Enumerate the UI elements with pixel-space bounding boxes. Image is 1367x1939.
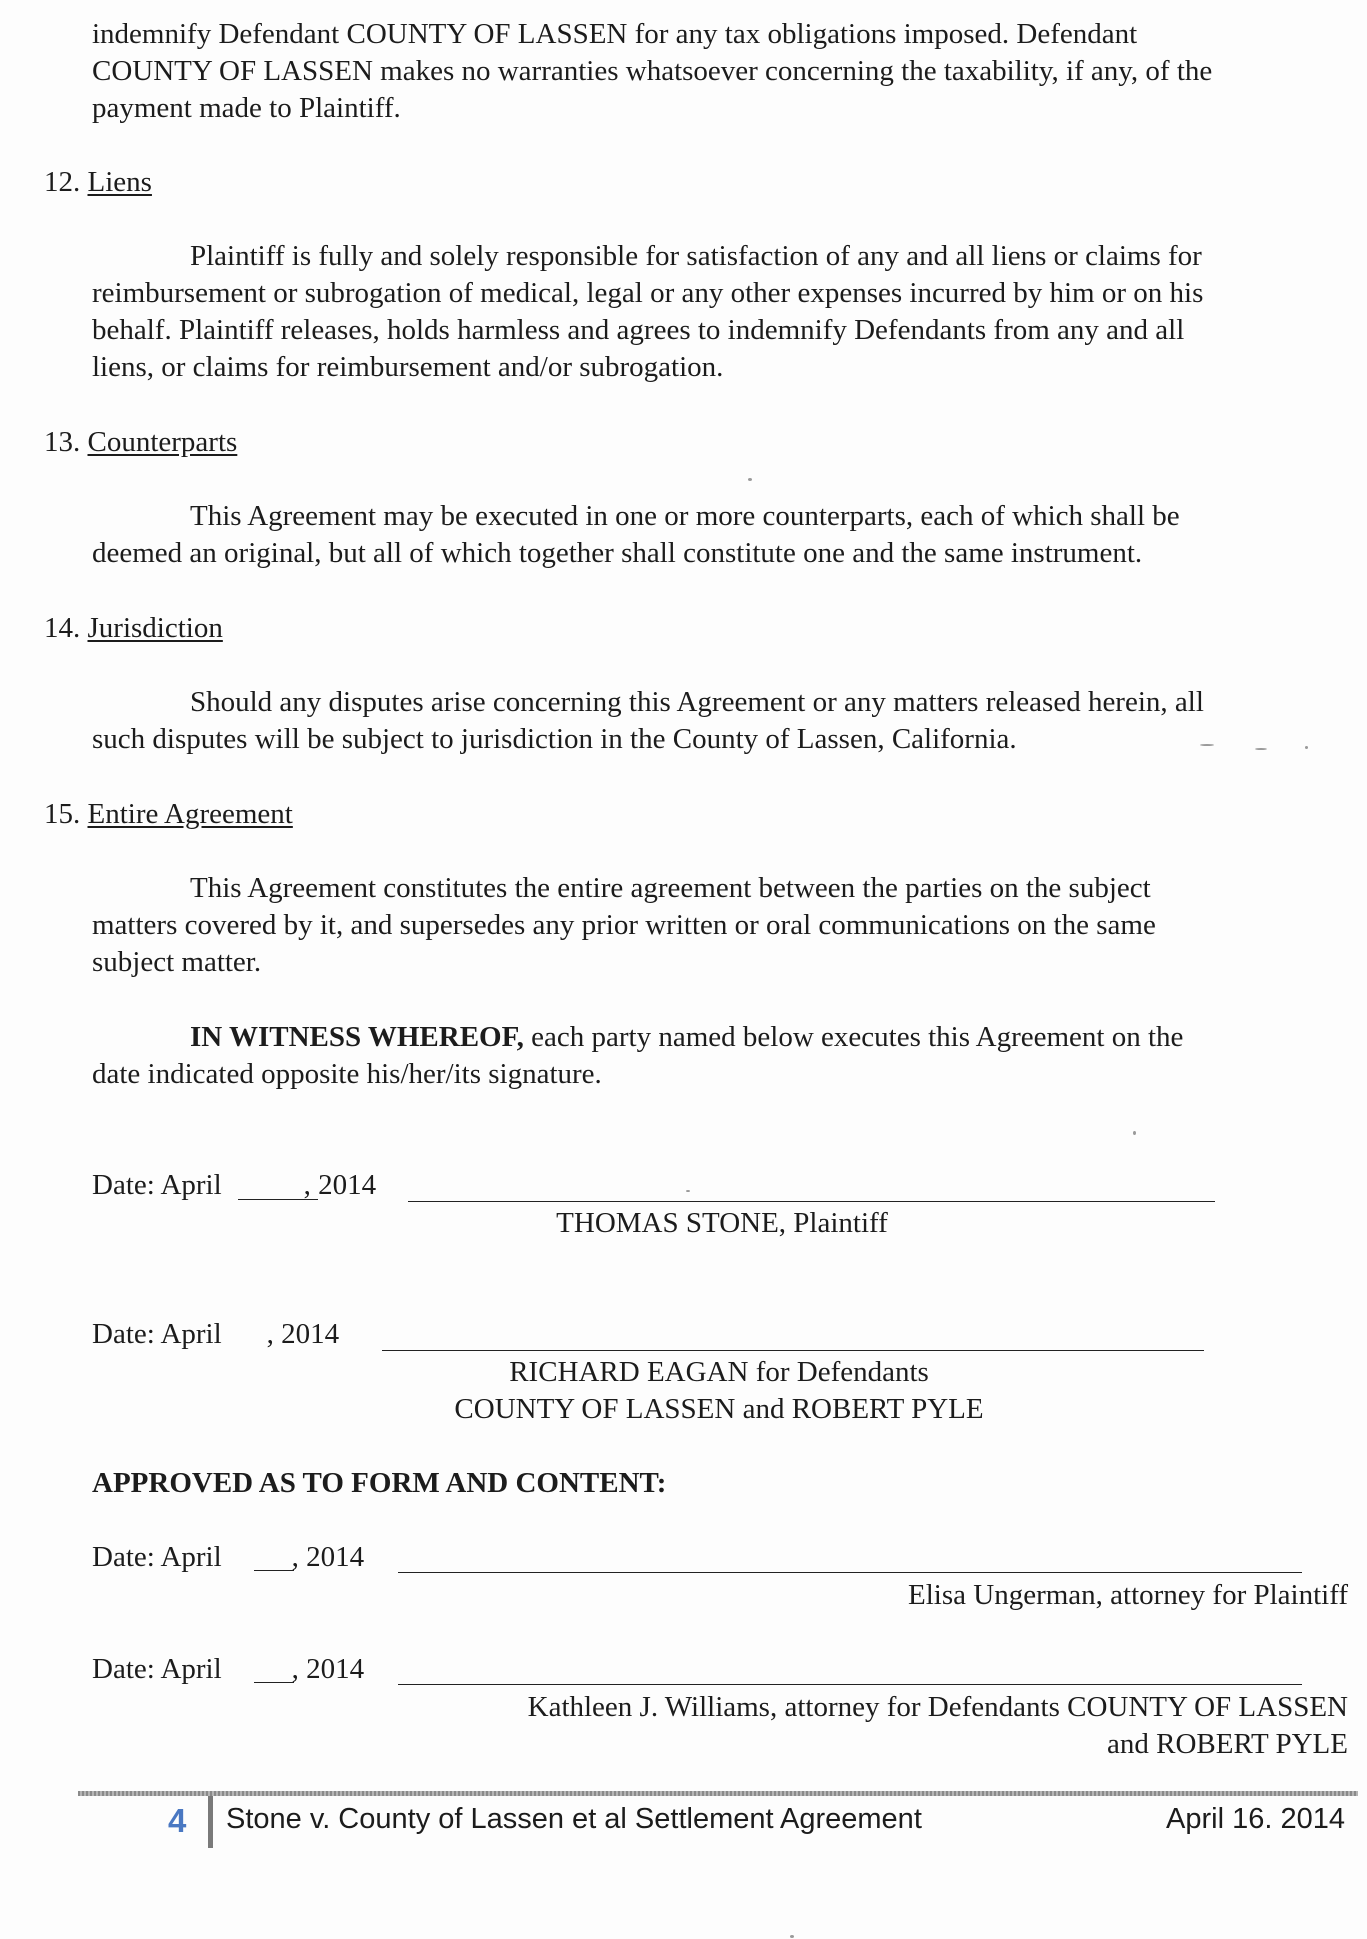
scan-speck xyxy=(1200,744,1214,746)
witness-line-2: date indicated opposite his/her/its signature. xyxy=(92,1058,602,1090)
body-line: behalf. Plaintiff releases, holds harmless and agrees to indemnify Defendants from any and all xyxy=(92,314,1185,346)
signature-date-1 xyxy=(92,1167,376,1204)
signer-name-richard-eagan: RICHARD EAGAN for Defendants xyxy=(509,1356,929,1388)
section-heading-jurisdiction xyxy=(44,610,223,647)
section-number: 13. xyxy=(44,426,81,458)
section-number: 15. xyxy=(44,798,81,830)
section-heading-entire-agreement xyxy=(44,796,293,833)
date-blank xyxy=(254,1570,294,1571)
approved-heading: APPROVED AS TO FORM AND CONTENT: xyxy=(92,1467,667,1499)
scan-speck xyxy=(1133,1131,1136,1135)
section-body-entire-agreement xyxy=(92,870,1332,981)
witness-paragraph xyxy=(92,1019,1332,1093)
signature-line xyxy=(398,1572,1302,1573)
date-year: , 2014 xyxy=(266,1318,340,1350)
signature-line xyxy=(398,1684,1302,1685)
section-heading-liens xyxy=(44,164,152,201)
body-line: This Agreement may be executed in one or more counterparts, each of which shall be xyxy=(190,500,1180,532)
body-line: Should any disputes arise concerning this Agreement or any matters released herein, all xyxy=(190,686,1204,718)
witness-line xyxy=(92,1019,1332,1056)
date-year: , 2014 xyxy=(291,1653,365,1685)
signer-name-thomas-stone: THOMAS STONE, Plaintiff xyxy=(556,1207,888,1239)
scan-speck xyxy=(1305,746,1308,749)
scan-speck xyxy=(790,1935,794,1938)
body-line: reimbursement or subrogation of medical, legal or any other expenses incurred by him or on his xyxy=(92,277,1204,309)
body-line: matters covered by it, and supersedes any prior written or oral communications on the same xyxy=(92,909,1156,941)
signer-title-richard-eagan: COUNTY OF LASSEN and ROBERT PYLE xyxy=(454,1393,984,1425)
scan-speck xyxy=(748,478,752,481)
date-year: , 2014 xyxy=(303,1169,377,1201)
witness-bold: IN WITNESS WHEREOF, xyxy=(190,1021,524,1053)
signer-name-elisa-ungerman: Elisa Ungerman, attorney for Plaintiff xyxy=(908,1579,1348,1611)
witness-rest: each party named below executes this Agreement on the xyxy=(523,1021,1184,1053)
body-line: subject matter. xyxy=(92,946,262,978)
footer-title: Stone v. County of Lassen et al Settlement Agreement xyxy=(226,1803,922,1835)
section-title: Entire Agreement xyxy=(87,798,293,830)
date-year: , 2014 xyxy=(291,1541,365,1573)
body-line: This Agreement constitutes the entire agreement between the parties on the subject xyxy=(190,872,1151,904)
section-body-jurisdiction xyxy=(92,684,1332,758)
body-line: Plaintiff is fully and solely responsible for satisfaction of any and all liens or claims for xyxy=(190,240,1202,272)
date-prefix: Date: April xyxy=(92,1541,222,1573)
approval-date-2 xyxy=(92,1651,364,1688)
section-body-liens xyxy=(92,238,1332,386)
body-line: liens, or claims for reimbursement and/or subrogation. xyxy=(92,351,724,383)
section-number: 14. xyxy=(44,612,81,644)
date-prefix: Date: April xyxy=(92,1653,222,1685)
date-blank xyxy=(238,1199,318,1200)
scan-speck xyxy=(686,1190,690,1192)
approval-date-1 xyxy=(92,1539,364,1576)
date-prefix: Date: April xyxy=(92,1169,222,1201)
signature-line xyxy=(382,1350,1204,1351)
section-body-counterparts xyxy=(92,498,1332,572)
section-title: Jurisdiction xyxy=(87,612,223,644)
footer-page-number: 4 xyxy=(168,1802,187,1839)
signer-title-kathleen-williams: and ROBERT PYLE xyxy=(1106,1728,1348,1760)
signature-line xyxy=(408,1201,1215,1202)
signer-name-kathleen-williams: Kathleen J. Williams, attorney for Defendants COUNTY OF LASSEN xyxy=(527,1691,1348,1723)
footer-divider xyxy=(208,1796,213,1848)
section-heading-counterparts xyxy=(44,424,237,461)
footer-rule xyxy=(78,1791,1358,1796)
intro-paragraph xyxy=(92,16,1332,127)
section-title: Counterparts xyxy=(87,426,238,458)
scan-speck xyxy=(1255,748,1267,750)
intro-line: COUNTY OF LASSEN makes no warranties whatsoever concerning the taxability, if any, of the xyxy=(92,55,1213,87)
body-line: deemed an original, but all of which together shall constitute one and the same instrument. xyxy=(92,537,1143,569)
date-blank xyxy=(254,1682,294,1683)
intro-line: payment made to Plaintiff. xyxy=(92,92,401,124)
footer-date: April 16. 2014 xyxy=(1166,1803,1345,1835)
section-title: Liens xyxy=(87,166,152,198)
section-number: 12. xyxy=(44,166,81,198)
date-prefix: Date: April xyxy=(92,1318,222,1350)
signature-date-2 xyxy=(92,1316,339,1353)
body-line: such disputes will be subject to jurisdiction in the County of Lassen, California. xyxy=(92,723,1017,755)
intro-line: indemnify Defendant COUNTY OF LASSEN for any tax obligations imposed. Defendant xyxy=(92,18,1138,50)
